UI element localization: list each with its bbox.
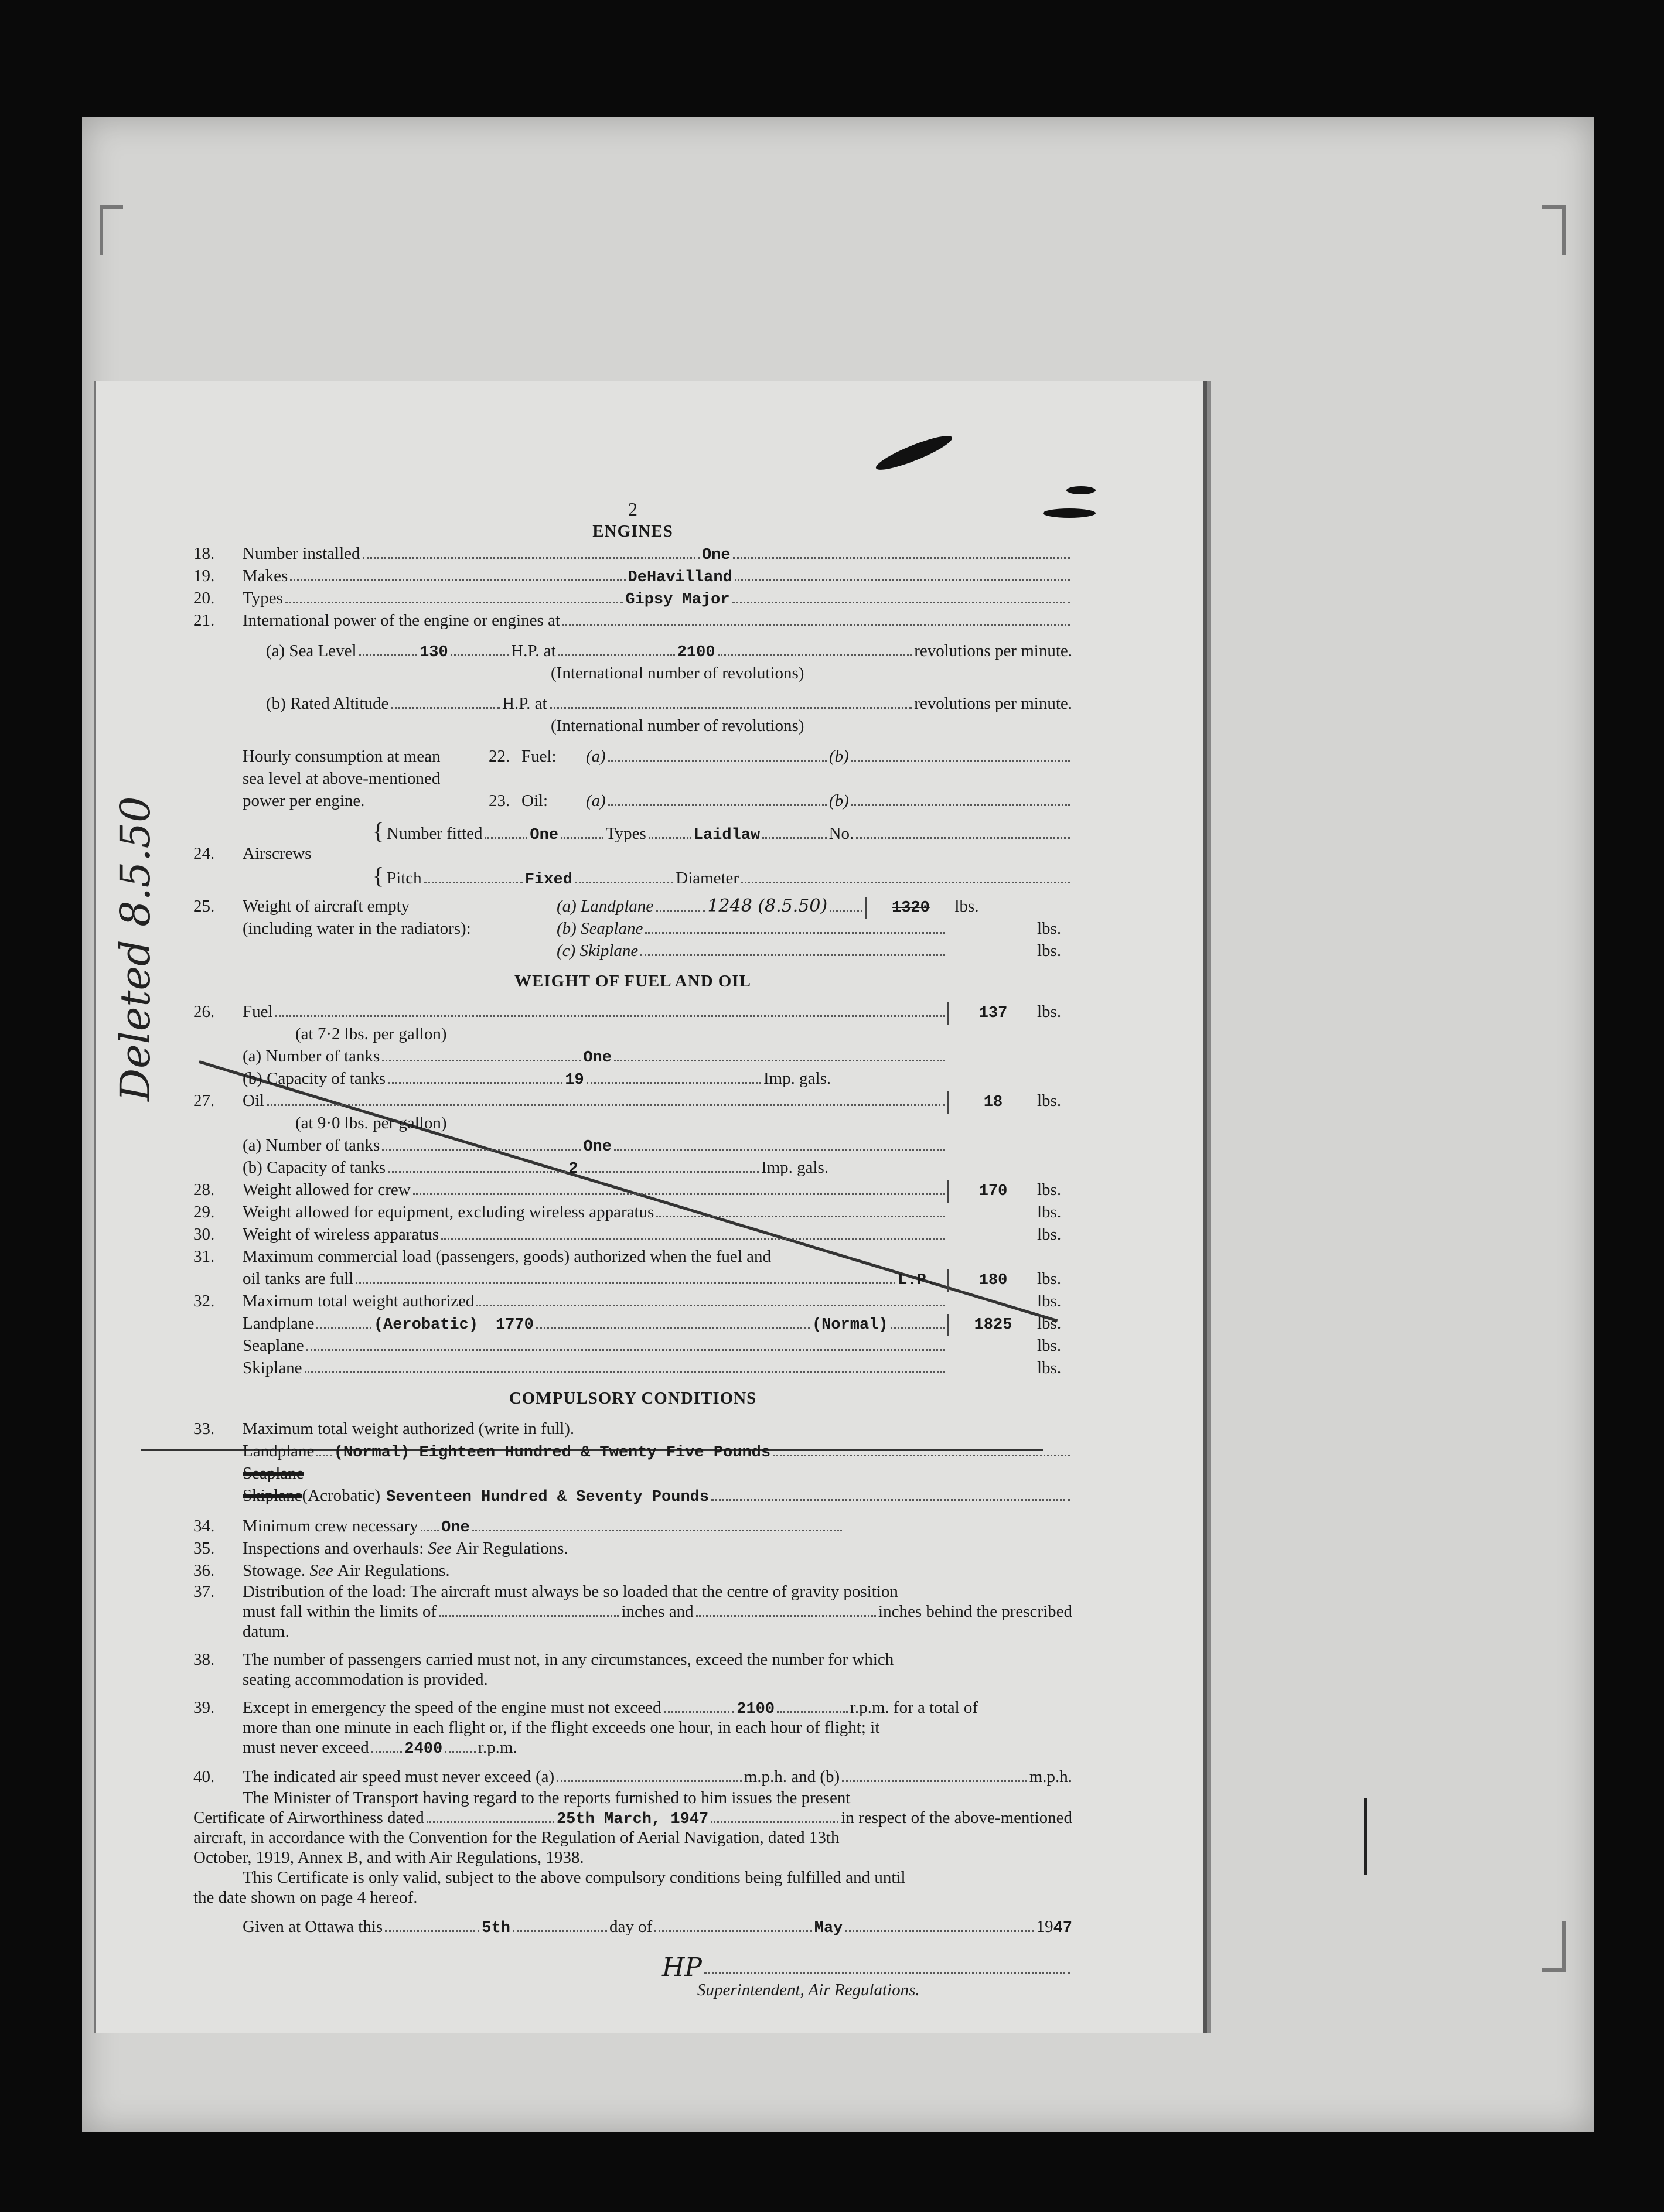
landplane-label: Landplane [243, 1314, 315, 1333]
dot-leader [441, 1238, 945, 1240]
item-32-skiplane [193, 1357, 1072, 1379]
rev-note: (International number of revolutions) [551, 664, 804, 682]
item-37 [193, 1582, 1072, 1641]
item-34 [193, 1515, 1072, 1537]
consumption-label: power per engine. [243, 791, 365, 810]
airscrew-count: One [530, 827, 559, 844]
certificate-text: The Minister of Transport having regard to the reports furnished to him issues the present [243, 1788, 851, 1807]
brace-bottom: { [373, 862, 384, 889]
dot-leader [388, 1171, 566, 1173]
load-distribution-text: datum. [243, 1622, 289, 1641]
item-number: 37. [193, 1582, 215, 1601]
dot-leader [306, 1349, 945, 1351]
dot-leader [741, 882, 1070, 883]
dot-leader [856, 837, 1070, 839]
weight-empty-label: (including water in the radiators): [243, 919, 471, 938]
normal-label: (Normal) [811, 1316, 888, 1334]
fuel-capacity: 19 [565, 1071, 584, 1089]
item-36 [193, 1559, 1072, 1582]
item-number: 22. [489, 747, 510, 766]
issue-month: May [814, 1920, 843, 1937]
units: lbs. [954, 897, 979, 916]
commercial-load: 180 [947, 1269, 1037, 1292]
item-number: 24. [193, 844, 215, 863]
dot-leader [718, 654, 912, 656]
passengers-text: seating accommodation is provided. [243, 1670, 488, 1689]
item-label: (b) Rated Altitude [266, 694, 389, 713]
aerobatic-weight: 1770 [496, 1316, 534, 1334]
engines-heading: ENGINES [592, 522, 673, 541]
normal-weight: 1825 [947, 1314, 1037, 1336]
dot-leader [285, 602, 623, 603]
given-label: Given at Ottawa this [243, 1917, 383, 1936]
item-value: One [701, 547, 731, 564]
rpm-label: revolutions per minute. [914, 641, 1073, 660]
dot-leader [645, 932, 945, 934]
sea-level-hp: 130 [420, 644, 448, 661]
item-number: 33. [193, 1419, 215, 1438]
landplane-label: Landplane [243, 1442, 315, 1460]
dot-leader [316, 1455, 331, 1456]
dot-leader [640, 954, 945, 956]
dot-leader [891, 1327, 945, 1329]
item-22 [193, 745, 1072, 767]
min-crew: One [441, 1519, 470, 1537]
air-speed-text: m.p.h. and (b) [744, 1767, 840, 1786]
issue-year: 47 [1053, 1920, 1072, 1937]
capacity-label: (b) Capacity of tanks [243, 1158, 386, 1177]
dot-leader [427, 1821, 554, 1823]
fuel-label: Fuel [243, 1002, 273, 1021]
dot-leader [608, 760, 827, 762]
seaplane-label: (b) Seaplane [557, 919, 643, 938]
year-prefix: 19 [1036, 1917, 1053, 1936]
air-speed-text: m.p.h. [1029, 1767, 1072, 1786]
wireless-weight-label: Weight of wireless apparatus [243, 1225, 439, 1244]
dot-leader [476, 1305, 945, 1306]
dot-leader [382, 1060, 581, 1061]
item-number: 35. [193, 1539, 215, 1558]
item-26b [193, 1067, 1072, 1090]
dot-leader [316, 1327, 371, 1329]
day-of-label: day of [609, 1917, 653, 1936]
dot-leader [305, 1371, 946, 1373]
units: lbs. [1037, 1225, 1062, 1244]
dot-leader [356, 1282, 895, 1284]
item-24-pitch [193, 862, 1072, 889]
item-33-landplane [193, 1440, 1072, 1462]
fuel-weight: 137 [947, 1002, 1037, 1025]
oil-label: Oil: [521, 791, 548, 810]
airscrews-label: Airscrews [243, 844, 312, 863]
diameter-label: Diameter [676, 869, 739, 887]
dot-leader [711, 1499, 1070, 1501]
item-number: 30. [193, 1225, 215, 1244]
dot-leader [777, 1711, 848, 1713]
item-33 [193, 1418, 1072, 1440]
item-label: Number installed [243, 544, 360, 563]
item-40 [193, 1766, 1072, 1788]
form-body [193, 498, 1072, 2001]
dot-leader [851, 804, 1070, 806]
page-number: 2 [628, 499, 637, 520]
item-27 [193, 1090, 1072, 1112]
item-number: 40. [193, 1767, 215, 1786]
item-number: 34. [193, 1517, 215, 1535]
item-35 [193, 1537, 1072, 1559]
oil-rate-line [193, 1112, 1072, 1134]
item-number: 23. [489, 791, 510, 810]
dot-leader [445, 1751, 476, 1753]
dot-leader [439, 1615, 619, 1617]
item-31b [193, 1268, 1072, 1290]
item-number: 39. [193, 1698, 215, 1717]
no-label: No. [828, 824, 854, 843]
certificate-text: October, 1919, Annex B, and with Air Regulations, 1938. [193, 1848, 584, 1867]
units: lbs. [1037, 1358, 1062, 1377]
dot-leader [773, 1455, 1070, 1456]
dot-leader [275, 1015, 945, 1017]
item-number: 32. [193, 1292, 215, 1310]
capacity-label: (b) Capacity of tanks [243, 1069, 386, 1088]
engine-speed-text: r.p.m. for a total of [850, 1698, 978, 1717]
max-rpm: 2100 [736, 1701, 775, 1718]
validity-text: the date shown on page 4 hereof. [193, 1888, 418, 1907]
item-33-seaplane [193, 1462, 1072, 1484]
certificate-text: Certificate of Airworthiness dated [193, 1808, 424, 1827]
dot-leader [762, 837, 826, 839]
item-23 [193, 790, 1072, 812]
units: lbs. [1037, 1314, 1062, 1333]
commercial-load-label: Maximum commercial load (passengers, goods) authorized when the fuel and [243, 1247, 771, 1266]
certificate-date: 25th March, 1947 [556, 1811, 709, 1828]
item-24-number [193, 820, 1072, 842]
units: lbs. [1037, 1292, 1062, 1310]
units: lbs. [1037, 919, 1062, 938]
never-exceed-rpm: 2400 [404, 1740, 443, 1758]
units: lbs. [1037, 1336, 1062, 1355]
item-19 [193, 565, 1072, 587]
item-18 [193, 542, 1072, 565]
air-regulations-ref: Air Regulations. [456, 1539, 568, 1558]
signature-line [193, 1938, 1072, 1982]
sea-level-rev: 2100 [677, 644, 715, 661]
item-21b [193, 692, 1072, 715]
dot-leader [267, 1104, 945, 1106]
air-speed-text: The indicated air speed must never exceed (a) [243, 1767, 555, 1786]
dot-leader [421, 1530, 439, 1531]
item-28 [193, 1179, 1072, 1201]
crop-mark-bottom-right [1542, 1921, 1566, 1972]
item-25 [193, 895, 1072, 917]
skiplane-label: (c) Skiplane [557, 941, 639, 960]
oil-tank-count: One [583, 1138, 612, 1156]
dot-leader [451, 654, 509, 656]
units: lbs. [1037, 1203, 1062, 1221]
item-value: DeHavilland [628, 569, 732, 586]
crew-weight-label: Weight allowed for crew [243, 1180, 411, 1199]
part-b: (b) [829, 747, 849, 766]
fuel-label: Fuel: [521, 747, 557, 766]
tanks-label: (a) Number of tanks [243, 1136, 380, 1155]
item-number: 36. [193, 1561, 215, 1580]
seaplane-label: Seaplane [243, 1336, 304, 1355]
engine-speed-text: more than one minute in each flight or, if the flight exceeds one hour, in each hour of flight; it [243, 1718, 880, 1737]
consumption-label: sea level at above-mentioned [243, 769, 441, 788]
item-label: Types [243, 589, 283, 607]
item-32-landplane [193, 1312, 1072, 1334]
landplane-label: (a) Landplane [557, 897, 654, 916]
units: lbs. [1037, 941, 1062, 960]
empty-weight-landplane: 1320 [865, 897, 954, 919]
inspections-label: Inspections and overhauls: [243, 1539, 424, 1558]
max-weight-label: Maximum total weight authorized [243, 1292, 475, 1310]
oil-capacity: 2 [568, 1160, 578, 1178]
skiplane-label: Skiplane [243, 1486, 302, 1505]
certificate-text: in respect of the above-mentioned [841, 1808, 1072, 1827]
item-26a [193, 1045, 1072, 1067]
item-number: 38. [193, 1650, 215, 1669]
item-33-skiplane [193, 1484, 1072, 1507]
item-25b [193, 917, 1072, 940]
landplane-weight-words: (Normal) Eighteen Hundred & Twenty Five Pounds [333, 1444, 771, 1462]
commercial-load-label: oil tanks are full [243, 1269, 354, 1288]
brace-top: { [373, 818, 384, 844]
dot-leader [558, 654, 675, 656]
stowage-label: Stowage. [243, 1561, 306, 1580]
margin-deleted-note: Deleted 8.5.50 [111, 796, 159, 1101]
dot-leader [711, 1821, 838, 1823]
dot-leader [575, 882, 673, 883]
dot-leader [830, 910, 862, 912]
item-21a [193, 640, 1072, 662]
given-line [193, 1916, 1072, 1938]
pitch-label: Pitch [387, 869, 422, 887]
max-weight-full-label: Maximum total weight authorized (write in full). [243, 1419, 575, 1438]
aerobatic-label: (Aerobatic) [373, 1316, 479, 1334]
dot-leader [290, 579, 625, 581]
item-value: Gipsy Major [625, 591, 730, 609]
fuel-rate-line [193, 1023, 1072, 1045]
rpm-label: revolutions per minute. [914, 694, 1072, 713]
impgal-label: Imp. gals. [763, 1069, 831, 1088]
item-number: 20. [193, 589, 215, 607]
dot-leader [371, 1751, 403, 1753]
part-a: (a) [586, 791, 606, 810]
item-32 [193, 1290, 1072, 1312]
signature-title: Superintendent, Air Regulations. [697, 1981, 920, 1999]
pitch-value: Fixed [524, 871, 572, 889]
dot-leader [513, 1930, 607, 1932]
item-label: International power of the engine or engines at [243, 611, 560, 630]
dot-leader [654, 1930, 812, 1932]
load-distribution-text: Distribution of the load: The aircraft must always be so loaded that the centre of gravity position [243, 1582, 898, 1601]
compulsory-heading: COMPULSORY CONDITIONS [509, 1389, 757, 1408]
item-30 [193, 1223, 1072, 1245]
dot-leader [359, 654, 418, 656]
dot-leader [656, 1216, 945, 1217]
dot-leader [424, 882, 523, 883]
note-line [193, 715, 1072, 737]
load-distribution-text: must fall within the limits of [243, 1602, 437, 1621]
weight-empty-label: Weight of aircraft empty [243, 897, 410, 916]
min-crew-label: Minimum crew necessary [243, 1517, 418, 1535]
crop-mark-top-left [100, 205, 123, 255]
seaplane-label: Seaplane [243, 1464, 304, 1483]
dot-leader [382, 1149, 581, 1151]
dot-leader [587, 1082, 761, 1084]
item-21 [193, 609, 1072, 631]
dot-leader [561, 837, 603, 839]
item-27b [193, 1156, 1072, 1179]
certificate-paragraph [193, 1788, 1072, 1907]
acrobatic-label: (Acrobatic) [302, 1486, 381, 1505]
dot-leader [388, 1082, 562, 1084]
airscrew-type: Laidlaw [693, 827, 761, 844]
dot-leader [557, 1780, 741, 1782]
dot-leader [614, 1060, 945, 1061]
dot-leader [696, 1615, 876, 1617]
engine-speed-text: must never exceed [243, 1738, 369, 1757]
units: lbs. [1037, 1002, 1062, 1021]
load-distribution-text: inches and [621, 1602, 694, 1621]
dot-leader [562, 624, 1070, 626]
item-25c [193, 940, 1072, 962]
item-number: 31. [193, 1247, 215, 1266]
engine-speed-text: Except in emergency the speed of the engine must not exceed [243, 1698, 661, 1717]
dot-leader [656, 910, 705, 912]
item-39 [193, 1698, 1072, 1757]
item-26 [193, 1001, 1072, 1023]
skiplane-label: Skiplane [243, 1358, 302, 1377]
item-number: 21. [193, 611, 215, 630]
validity-text: This Certificate is only valid, subject to the above compulsory conditions being fulfilled and until [243, 1868, 906, 1887]
note-line [193, 662, 1072, 684]
crew-weight: 170 [947, 1180, 1037, 1203]
oil-label: Oil [243, 1091, 265, 1110]
dot-leader [735, 579, 1070, 581]
item-number: 18. [193, 544, 215, 563]
oil-weight: 18 [947, 1091, 1037, 1114]
acrobatic-weight-words: Seventeen Hundred & Seventy Pounds [386, 1489, 710, 1506]
crop-mark-top-right [1542, 205, 1566, 255]
margin-line [1364, 1798, 1367, 1875]
fuel-oil-heading: WEIGHT OF FUEL AND OIL [514, 972, 751, 991]
item-29 [193, 1201, 1072, 1223]
dot-leader [385, 1930, 479, 1932]
dot-leader [704, 1972, 1070, 1974]
item-label: (a) Sea Level [266, 641, 357, 660]
dot-leader [413, 1193, 945, 1195]
item-label: Makes [243, 566, 288, 585]
types-label: Types [605, 824, 646, 843]
item-number: 28. [193, 1180, 215, 1199]
units: lbs. [1037, 1180, 1062, 1199]
air-regulations-ref: Air Regulations. [337, 1561, 450, 1580]
dot-leader [733, 557, 1070, 559]
issue-day: 5th [482, 1920, 510, 1937]
lp-marker: L.P. [898, 1272, 936, 1289]
see-label: See [428, 1539, 452, 1558]
ink-mark [1066, 486, 1096, 494]
dot-leader [485, 837, 527, 839]
rev-note: (International number of revolutions) [551, 716, 804, 735]
signature-initials: HP [662, 1952, 702, 1982]
dot-leader [550, 707, 912, 709]
equipment-weight-label: Weight allowed for equipment, excluding wireless apparatus [243, 1203, 654, 1221]
item-number: 27. [193, 1091, 215, 1110]
item-20 [193, 587, 1072, 609]
see-label: See [309, 1561, 333, 1580]
dot-leader [363, 557, 700, 559]
dot-leader [845, 1930, 1034, 1932]
part-a: (a) [586, 747, 606, 766]
dot-leader [581, 1171, 759, 1173]
certificate-text: aircraft, in accordance with the Convention for the Regulation of Aerial Navigation, dated 13th [193, 1828, 840, 1847]
item-number: 26. [193, 1002, 215, 1021]
consumption-line-2 [193, 767, 1072, 790]
dot-leader [391, 707, 500, 709]
item-number: 29. [193, 1203, 215, 1221]
item-31 [193, 1245, 1072, 1268]
item-number: 25. [193, 897, 215, 916]
passengers-text: The number of passengers carried must not, in any circumstances, exceed the number for which [243, 1650, 894, 1669]
units: lbs. [1037, 1269, 1062, 1288]
revised-empty-weight: 1248 (8.5.50) [707, 896, 828, 916]
fuel-tank-count: One [583, 1049, 612, 1067]
consumption-label: Hourly consumption at mean [243, 747, 441, 766]
dot-leader [536, 1327, 810, 1329]
signature-title-line [193, 1979, 1072, 2001]
item-24 [193, 842, 1072, 865]
dot-leader [614, 1149, 945, 1151]
dot-leader [851, 760, 1070, 762]
hp-at-label: H.P. at [502, 694, 547, 713]
tanks-label: (a) Number of tanks [243, 1047, 380, 1066]
fuel-rate: (at 7·2 lbs. per gallon) [295, 1025, 447, 1043]
engine-speed-text: r.p.m. [478, 1738, 517, 1757]
load-distribution-text: inches behind the prescribed [878, 1602, 1073, 1621]
dot-leader [649, 837, 691, 839]
part-b: (b) [829, 791, 849, 810]
dot-leader [732, 602, 1070, 603]
dot-leader [472, 1530, 842, 1531]
item-number: 19. [193, 566, 215, 585]
item-38 [193, 1650, 1072, 1689]
number-fitted-label: Number fitted [387, 824, 483, 843]
impgal-label: Imp. gals. [761, 1158, 829, 1177]
item-27a [193, 1134, 1072, 1156]
dot-leader [608, 804, 827, 806]
units: lbs. [1037, 1091, 1062, 1110]
dot-leader [664, 1711, 735, 1713]
oil-rate: (at 9·0 lbs. per gallon) [295, 1114, 447, 1132]
item-32-seaplane [193, 1334, 1072, 1357]
dot-leader [842, 1780, 1027, 1782]
hp-at-label: H.P. at [511, 641, 556, 660]
